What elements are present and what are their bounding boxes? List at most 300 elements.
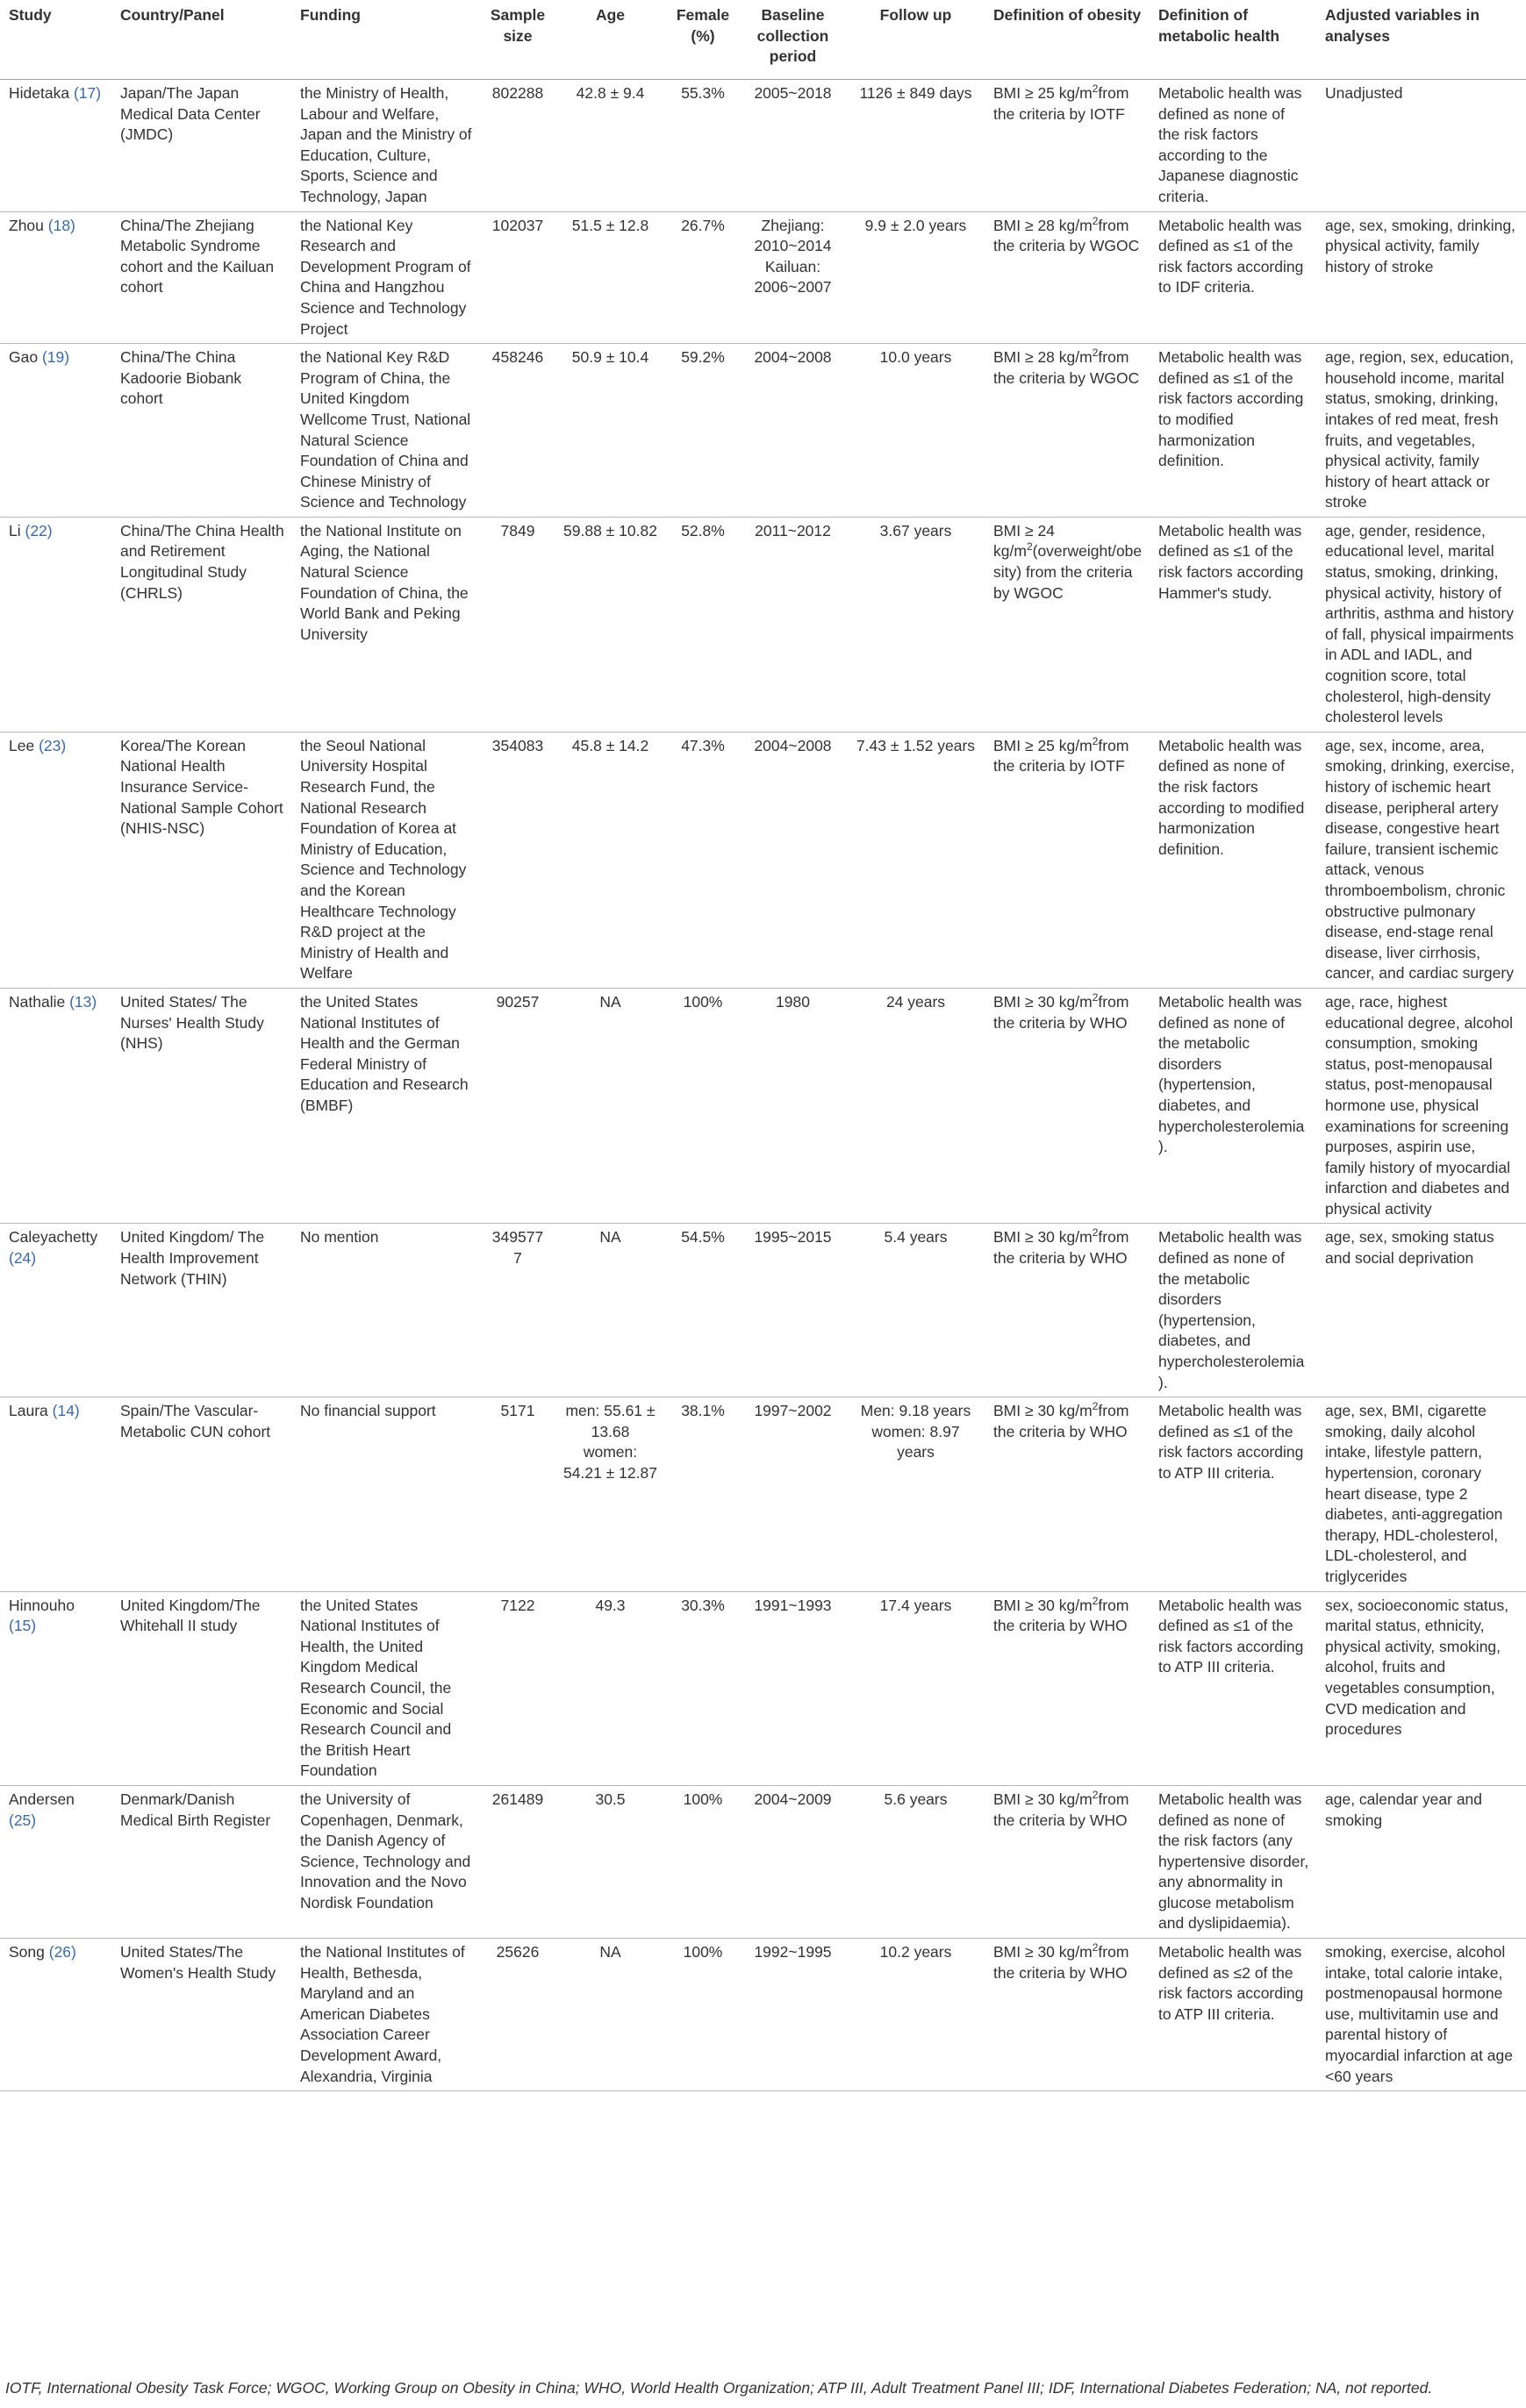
metabolic-cell <box>1150 344 1316 518</box>
sample-size: 354083 <box>491 736 544 754</box>
funding-text: the Seoul National University Hospital Research Fund, the National Research Foundation of Korea at Ministry of Education, Science and Technology and the Korean Healthcare Technology R&D project at the Ministry of Health and Welfare <box>300 736 467 982</box>
obesity-bmi-threshold: BMI ≥ 25 kg/m <box>993 736 1093 754</box>
unit-superscript: 2 <box>1092 1789 1099 1802</box>
obesity-cell <box>985 1939 1150 2091</box>
obesity-criteria: from the criteria by WHO <box>993 992 1129 1032</box>
metabolic-definition: Metabolic health was defined as none of the risk factors (any hypertensive disorder, any abnormality in glucose metabolism and dyslipidaemia). <box>1158 1790 1309 1933</box>
sample-size-cell <box>480 1397 554 1591</box>
baseline-period: 1995~2015 <box>754 1228 832 1247</box>
follow-up-cell <box>845 732 985 988</box>
funding-cell <box>291 1397 480 1591</box>
header-metabolic: Definition of metabolic health <box>1150 0 1316 80</box>
study-cell <box>0 1939 111 2091</box>
table-row <box>0 988 1526 1224</box>
table-header-row <box>0 0 1526 80</box>
age-value: 45.8 ± 14.2 <box>571 736 649 754</box>
female-cell <box>665 344 739 518</box>
baseline-cell <box>739 344 845 518</box>
country-panel: China/The China Kadoorie Biobank cohort <box>120 348 242 408</box>
female-percent: 100% <box>683 992 723 1011</box>
metabolic-cell <box>1150 988 1316 1224</box>
funding-text: No mention <box>300 1228 379 1247</box>
country-panel: Denmark/Danish Medical Birth Register <box>120 1790 271 1829</box>
follow-up-value: Men: 9.18 years women: 8.97 years <box>860 1402 971 1461</box>
sample-size: 90257 <box>496 992 540 1011</box>
sample-size-cell <box>480 1939 554 2091</box>
baseline-period: Zhejiang: 2010~2014 Kailuan: 2006~2007 <box>754 216 832 297</box>
age-value: NA <box>599 992 621 1011</box>
country-panel: United Kingdom/ The Health Improvement Network (THIN) <box>120 1228 265 1288</box>
country-cell <box>111 988 291 1224</box>
obesity-bmi-threshold: BMI ≥ 30 kg/m <box>993 992 1093 1011</box>
adjusted-variables: age, race, highest educational degree, alcohol consumption, smoking status, post-menopausal status, post-menopausal hormone use, physical examinations for screening purposes, aspirin use, family history of myocardial infarction and diabetes and physical activity <box>1325 992 1514 1218</box>
unit-superscript: 2 <box>1092 991 1099 1004</box>
adjusted-cell <box>1316 732 1526 988</box>
reference-link[interactable]: (23) <box>39 736 67 754</box>
study-cell <box>0 1224 111 1397</box>
female-percent: 100% <box>683 1943 723 1961</box>
obesity-bmi-threshold: BMI ≥ 30 kg/m <box>993 1402 1093 1420</box>
country-panel: Japan/The Japan Medical Data Center (JMDC) <box>120 84 261 144</box>
funding-cell <box>291 1591 480 1785</box>
study-name: Caleyachetty <box>9 1228 98 1247</box>
table-row <box>0 1397 1526 1591</box>
header-follow-up: Follow up <box>845 0 985 80</box>
study-cell <box>0 1397 111 1591</box>
funding-text: the Ministry of Health, Labour and Welfare, Japan and the Ministry of Education, Culture, Sports, Science and Technology, Japan <box>300 84 472 205</box>
obesity-cell <box>985 517 1150 732</box>
female-percent: 26.7% <box>681 216 725 234</box>
obesity-criteria: from the criteria by WGOC <box>993 348 1140 387</box>
age-cell <box>554 1397 665 1591</box>
adjusted-cell <box>1316 988 1526 1224</box>
female-cell <box>665 1939 739 2091</box>
baseline-period: 2004~2008 <box>754 736 832 754</box>
female-percent: 54.5% <box>681 1228 725 1247</box>
header-age: Age <box>554 0 665 80</box>
funding-text: the National Institutes of Health, Bethesda, Maryland and an American Diabetes Association Career Development Award, Alexandria, Virginia <box>300 1943 465 2085</box>
baseline-cell <box>739 1591 845 1785</box>
age-cell <box>554 1591 665 1785</box>
unit-superscript: 2 <box>1092 82 1099 96</box>
unit-superscript: 2 <box>1092 1400 1099 1413</box>
baseline-period: 2004~2008 <box>754 348 832 367</box>
country-panel: United States/The Women's Health Study <box>120 1943 276 1982</box>
table-row <box>0 211 1526 344</box>
obesity-cell <box>985 344 1150 518</box>
baseline-period: 1997~2002 <box>754 1402 832 1420</box>
country-cell <box>111 1224 291 1397</box>
baseline-cell <box>739 517 845 732</box>
sample-size: 5171 <box>500 1402 535 1420</box>
funding-cell <box>291 211 480 344</box>
baseline-cell <box>739 1785 845 1938</box>
country-cell <box>111 344 291 518</box>
header-funding: Funding <box>291 0 480 80</box>
follow-up-cell <box>845 1397 985 1591</box>
age-cell <box>554 732 665 988</box>
sample-size: 458246 <box>491 348 544 367</box>
adjusted-cell <box>1316 211 1526 344</box>
reference-link[interactable]: (26) <box>48 1943 76 1961</box>
obesity-bmi-threshold: BMI ≥ 30 kg/m <box>993 1943 1093 1961</box>
adjusted-variables: age, sex, smoking, drinking, physical activity, family history of stroke <box>1325 216 1515 275</box>
follow-up-cell <box>845 344 985 518</box>
adjusted-cell <box>1316 517 1526 732</box>
follow-up-cell <box>845 517 985 732</box>
baseline-cell <box>739 1397 845 1591</box>
sample-size: 7849 <box>500 521 535 539</box>
obesity-criteria: from the criteria by WHO <box>993 1402 1129 1440</box>
follow-up-value: 9.9 ± 2.0 years <box>864 216 967 234</box>
adjusted-variables: age, sex, income, area, smoking, drinking, exercise, history of ischemic heart disease, peripheral artery disease, congestive heart failure, transient ischemic attack, venous thromboembolism, chronic obstructive pulmonary disease, end-stage renal disease, liver cirrhosis, cancer, and cardiac surgery <box>1325 736 1515 982</box>
sample-size: 802288 <box>491 84 544 102</box>
age-cell <box>554 517 665 732</box>
study-cell <box>0 211 111 344</box>
country-panel: Korea/The Korean National Health Insurance Service-National Sample Cohort (NHIS-NSC) <box>120 736 283 838</box>
female-cell <box>665 1591 739 1785</box>
follow-up-value: 5.6 years <box>884 1790 948 1808</box>
female-percent: 55.3% <box>681 84 725 102</box>
baseline-period: 1991~1993 <box>754 1596 832 1614</box>
study-name: Andersen <box>9 1790 75 1808</box>
metabolic-cell <box>1150 1785 1316 1938</box>
baseline-period: 2005~2018 <box>754 84 832 102</box>
obesity-criteria: from the criteria by WHO <box>993 1943 1129 1982</box>
age-value: men: 55.61 ± 13.68 women: 54.21 ± 12.87 <box>563 1402 657 1482</box>
unit-superscript: 2 <box>1026 540 1033 554</box>
adjusted-cell <box>1316 1785 1526 1938</box>
funding-text: the National Key R&D Program of China, the United Kingdom Wellcome Trust, National Natural Science Foundation of China and Chinese Ministry of Science and Technology <box>300 348 471 511</box>
sample-size-cell <box>480 1224 554 1397</box>
baseline-cell <box>739 732 845 988</box>
age-cell <box>554 1224 665 1397</box>
obesity-bmi-threshold: BMI ≥ 30 kg/m <box>993 1596 1093 1614</box>
female-cell <box>665 1785 739 1938</box>
table-row <box>0 80 1526 212</box>
baseline-cell <box>739 988 845 1224</box>
sample-size: 261489 <box>491 1790 544 1808</box>
country-cell <box>111 80 291 212</box>
age-value: 51.5 ± 12.8 <box>571 216 649 234</box>
metabolic-definition: Metabolic health was defined as ≤1 of the risk factors according to modified harmonization definition. <box>1158 348 1304 470</box>
obesity-cell <box>985 1397 1150 1591</box>
funding-cell <box>291 988 480 1224</box>
obesity-criteria: from the criteria by IOTF <box>993 84 1129 123</box>
reference-link[interactable]: (17) <box>73 84 102 102</box>
table-body <box>0 80 1526 2091</box>
metabolic-definition: Metabolic health was defined as none of the risk factors according to the Japanese diagnostic criteria. <box>1158 84 1302 205</box>
funding-text: the National Key Research and Development Program of China and Hangzhou Science and Technology Project <box>300 216 471 338</box>
baseline-period: 2011~2012 <box>755 521 831 539</box>
unit-superscript: 2 <box>1092 1594 1099 1607</box>
sample-size: 25626 <box>496 1943 540 1961</box>
female-percent: 52.8% <box>681 521 725 539</box>
obesity-criteria: from the criteria by WHO <box>993 1790 1129 1829</box>
adjusted-variables: age, calendar year and smoking <box>1325 1790 1483 1829</box>
study-cell <box>0 988 111 1224</box>
metabolic-cell <box>1150 80 1316 212</box>
sample-size-cell <box>480 1785 554 1938</box>
age-value: 49.3 <box>595 1596 626 1614</box>
funding-text: the United States National Institutes of Health, the United Kingdom Medical Research Council, the Economic and Social Research Council and the British Heart Foundation <box>300 1596 452 1780</box>
sample-size: 102037 <box>491 216 544 234</box>
follow-up-cell <box>845 1939 985 2091</box>
funding-text: No financial support <box>300 1402 436 1420</box>
funding-cell <box>291 732 480 988</box>
study-name: Hidetaka <box>9 84 70 102</box>
obesity-cell <box>985 732 1150 988</box>
baseline-cell <box>739 80 845 212</box>
follow-up-cell <box>845 988 985 1224</box>
adjusted-cell <box>1316 80 1526 212</box>
obesity-criteria: from the criteria by IOTF <box>993 736 1129 775</box>
follow-up-value: 17.4 years <box>879 1596 952 1614</box>
study-name: Lee <box>9 736 35 754</box>
country-cell <box>111 732 291 988</box>
adjusted-cell <box>1316 1224 1526 1397</box>
age-cell <box>554 1939 665 2091</box>
header-country: Country/Panel <box>111 0 291 80</box>
funding-text: the University of Copenhagen, Denmark, the Danish Agency of Science, Technology and Innovation and the Novo Nordisk Foundation <box>300 1790 471 1911</box>
unit-superscript: 2 <box>1092 214 1099 227</box>
follow-up-cell <box>845 1785 985 1938</box>
baseline-cell <box>739 211 845 344</box>
obesity-bmi-threshold: BMI ≥ 25 kg/m <box>993 84 1093 102</box>
age-value: 42.8 ± 9.4 <box>576 84 645 102</box>
sample-size: 7122 <box>500 1596 535 1614</box>
follow-up-value: 10.2 years <box>879 1943 952 1961</box>
follow-up-value: 10.0 years <box>879 348 952 367</box>
unit-superscript: 2 <box>1092 734 1099 747</box>
adjusted-cell <box>1316 1939 1526 2091</box>
country-cell <box>111 517 291 732</box>
female-percent: 38.1% <box>681 1402 725 1420</box>
adjusted-variables: age, region, sex, education, household income, marital status, smoking, drinking, intakes of red meat, fresh fruits, and vegetables, physical activity, family history of heart attack or stroke <box>1325 348 1515 511</box>
sample-size-cell <box>480 344 554 518</box>
metabolic-definition: Metabolic health was defined as ≤1 of the risk factors according Hammer's study. <box>1158 521 1304 602</box>
country-panel: United Kingdom/The Whitehall II study <box>120 1596 261 1635</box>
funding-cell <box>291 344 480 518</box>
reference-link[interactable]: (24) <box>9 1249 37 1268</box>
follow-up-cell <box>845 1591 985 1785</box>
funding-cell <box>291 1785 480 1938</box>
table-row <box>0 732 1526 988</box>
metabolic-cell <box>1150 732 1316 988</box>
study-name: Li <box>9 521 21 539</box>
age-value: 59.88 ± 10.82 <box>563 521 657 539</box>
reference-link[interactable]: (15) <box>9 1617 37 1635</box>
baseline-period: 1980 <box>776 992 810 1011</box>
sample-size-cell <box>480 988 554 1224</box>
metabolic-cell <box>1150 1397 1316 1591</box>
follow-up-value: 24 years <box>885 992 946 1011</box>
reference-link[interactable]: (25) <box>9 1811 37 1829</box>
female-cell <box>665 80 739 212</box>
metabolic-definition: Metabolic health was defined as ≤1 of the risk factors according to ATP III criteria. <box>1158 1402 1304 1482</box>
country-cell <box>111 1591 291 1785</box>
country-panel: Spain/The Vascular-Metabolic CUN cohort <box>120 1402 271 1440</box>
table-row <box>0 1785 1526 1938</box>
female-cell <box>665 988 739 1224</box>
adjusted-cell <box>1316 1591 1526 1785</box>
country-cell <box>111 1939 291 2091</box>
funding-text: the United States National Institutes of Health and the German Federal Ministry of Education and Research (BMBF) <box>300 992 469 1114</box>
obesity-criteria: from the criteria by WHO <box>993 1596 1129 1635</box>
unit-superscript: 2 <box>1092 347 1099 360</box>
reference-link[interactable]: (14) <box>52 1402 80 1420</box>
study-cell <box>0 732 111 988</box>
header-obesity: Definition of obesity <box>985 0 1150 80</box>
funding-cell <box>291 80 480 212</box>
female-percent: 100% <box>683 1790 723 1808</box>
obesity-cell <box>985 1224 1150 1397</box>
adjusted-variables: age, sex, smoking status and social deprivation <box>1325 1228 1494 1268</box>
age-value: NA <box>599 1228 621 1247</box>
reference-link[interactable]: (13) <box>69 992 97 1011</box>
follow-up-cell <box>845 211 985 344</box>
header-female: Female (%) <box>665 0 739 80</box>
header-study: Study <box>0 0 111 80</box>
table-row <box>0 344 1526 518</box>
obesity-cell <box>985 1591 1150 1785</box>
country-panel: United States/ The Nurses' Health Study (NHS) <box>120 992 264 1053</box>
female-percent: 30.3% <box>681 1596 725 1614</box>
metabolic-cell <box>1150 517 1316 732</box>
metabolic-definition: Metabolic health was defined as none of the risk factors according to modified harmonization definition. <box>1158 736 1305 858</box>
table-row <box>0 1939 1526 2091</box>
study-name: Gao <box>9 348 39 367</box>
sample-size: 3495777 <box>491 1228 544 1268</box>
adjusted-variables: sex, socioeconomic status, marital status, ethnicity, physical activity, smoking, alcohol, fruits and vegetables consumption, CVD medication and procedures <box>1325 1596 1509 1739</box>
obesity-cell <box>985 1785 1150 1938</box>
female-cell <box>665 1397 739 1591</box>
obesity-cell <box>985 211 1150 344</box>
metabolic-definition: Metabolic health was defined as none of the metabolic disorders (hypertension, diabetes, and hypercholesterolemia). <box>1158 1228 1305 1391</box>
follow-up-cell <box>845 1224 985 1397</box>
sample-size-cell <box>480 80 554 212</box>
sample-size-cell <box>480 732 554 988</box>
obesity-criteria: from the criteria by WGOC <box>993 216 1140 255</box>
baseline-cell <box>739 1224 845 1397</box>
female-cell <box>665 517 739 732</box>
obesity-criteria: from the criteria by WHO <box>993 1228 1129 1268</box>
age-cell <box>554 80 665 212</box>
age-cell <box>554 1785 665 1938</box>
unit-superscript: 2 <box>1092 1226 1099 1240</box>
study-name: Nathalie <box>9 992 66 1011</box>
country-cell <box>111 211 291 344</box>
study-cell <box>0 80 111 212</box>
sample-size-cell <box>480 211 554 344</box>
obesity-cell <box>985 80 1150 212</box>
table-row <box>0 1224 1526 1397</box>
metabolic-cell <box>1150 1224 1316 1397</box>
age-value: NA <box>599 1943 621 1961</box>
sample-size-cell <box>480 1591 554 1785</box>
funding-cell <box>291 1939 480 2091</box>
sample-size-cell <box>480 517 554 732</box>
baseline-cell <box>739 1939 845 2091</box>
baseline-period: 2004~2009 <box>754 1790 832 1808</box>
country-cell <box>111 1397 291 1591</box>
header-adjusted: Adjusted variables in analyses <box>1316 0 1526 80</box>
country-panel: China/The Zhejiang Metabolic Syndrome cohort and the Kailuan cohort <box>120 216 275 297</box>
age-cell <box>554 988 665 1224</box>
metabolic-definition: Metabolic health was defined as ≤1 of the risk factors according to IDF criteria. <box>1158 216 1304 297</box>
study-name: Laura <box>9 1402 48 1420</box>
study-cell <box>0 517 111 732</box>
study-cell <box>0 1591 111 1785</box>
table-row <box>0 1591 1526 1785</box>
adjusted-variables: age, sex, BMI, cigarette smoking, daily alcohol intake, lifestyle pattern, hypertension, coronary heart disease, type 2 diabetes, anti-aggregation therapy, HDL-cholesterol, LDL-cholesterol, and triglycerides <box>1325 1402 1503 1585</box>
study-cell <box>0 344 111 518</box>
follow-up-value: 3.67 years <box>879 521 952 539</box>
baseline-period: 1992~1995 <box>754 1943 832 1961</box>
metabolic-definition: Metabolic health was defined as none of the metabolic disorders (hypertension, diabetes, and hypercholesterolemia). <box>1158 992 1305 1156</box>
obesity-bmi-threshold: BMI ≥ 24 kg/m <box>993 521 1055 561</box>
follow-up-cell <box>845 80 985 212</box>
reference-link[interactable]: (18) <box>47 216 75 234</box>
female-cell <box>665 211 739 344</box>
follow-up-value: 1126 ± 849 days <box>859 84 972 102</box>
follow-up-value: 7.43 ± 1.52 years <box>856 736 976 754</box>
table-footnote: IOTF, International Obesity Task Force; WGOC, Working Group on Obesity in China; WHO, World Health Organization; ATP III, Adult Treatment Panel III; IDF, International Diabetes Federation; NA, not reported. <box>5 2379 1433 2397</box>
adjusted-variables: age, gender, residence, educational level, marital status, smoking, drinking, physical activity, history of arthritis, asthma and history of fall, physical impairments in ADL and IADL, and cognition score, total cholesterol, high-density cholesterol levels <box>1325 521 1514 726</box>
female-cell <box>665 732 739 988</box>
metabolic-cell <box>1150 211 1316 344</box>
female-percent: 47.3% <box>681 736 725 754</box>
study-name: Song <box>9 1943 45 1961</box>
country-cell <box>111 1785 291 1938</box>
female-cell <box>665 1224 739 1397</box>
adjusted-variables: Unadjusted <box>1325 84 1403 102</box>
obesity-bmi-threshold: BMI ≥ 28 kg/m <box>993 348 1093 367</box>
funding-text: the National Institute on Aging, the National Natural Science Foundation of China, the World Bank and Peking University <box>300 521 469 643</box>
age-cell <box>554 344 665 518</box>
study-name: Hinnouho <box>9 1596 75 1614</box>
age-value: 30.5 <box>595 1790 626 1808</box>
unit-superscript: 2 <box>1092 1941 1099 1954</box>
table-row <box>0 517 1526 732</box>
adjusted-cell <box>1316 344 1526 518</box>
obesity-bmi-threshold: BMI ≥ 30 kg/m <box>993 1228 1093 1247</box>
reference-link[interactable]: (19) <box>41 348 70 367</box>
adjusted-variables: smoking, exercise, alcohol intake, total calorie intake, postmenopausal hormone use, multivitamin use and parental history of myocardial infarction at age <60 years <box>1325 1943 1513 2085</box>
age-cell <box>554 211 665 344</box>
metabolic-cell <box>1150 1591 1316 1785</box>
study-name: Zhou <box>9 216 44 234</box>
study-cell <box>0 1785 111 1938</box>
obesity-criteria: (overweight/obesity) from the criteria by WGOC <box>993 542 1143 602</box>
header-sample-size: Sample size <box>480 0 554 80</box>
obesity-bmi-threshold: BMI ≥ 30 kg/m <box>993 1790 1093 1808</box>
metabolic-definition: Metabolic health was defined as ≤2 of the risk factors according to ATP III criteria. <box>1158 1943 1304 2023</box>
header-baseline: Baseline collection period <box>739 0 845 80</box>
female-percent: 59.2% <box>681 348 725 367</box>
age-value: 50.9 ± 10.4 <box>571 348 649 367</box>
funding-cell <box>291 517 480 732</box>
obesity-cell <box>985 988 1150 1224</box>
funding-cell <box>291 1224 480 1397</box>
metabolic-definition: Metabolic health was defined as ≤1 of the risk factors according to ATP III criteria. <box>1158 1596 1304 1676</box>
country-panel: China/The China Health and Retirement Longitudinal Study (CHRLS) <box>120 521 284 602</box>
follow-up-value: 5.4 years <box>884 1228 948 1247</box>
reference-link[interactable]: (22) <box>25 521 53 539</box>
metabolic-cell <box>1150 1939 1316 2091</box>
obesity-bmi-threshold: BMI ≥ 28 kg/m <box>993 216 1093 234</box>
adjusted-cell <box>1316 1397 1526 1591</box>
